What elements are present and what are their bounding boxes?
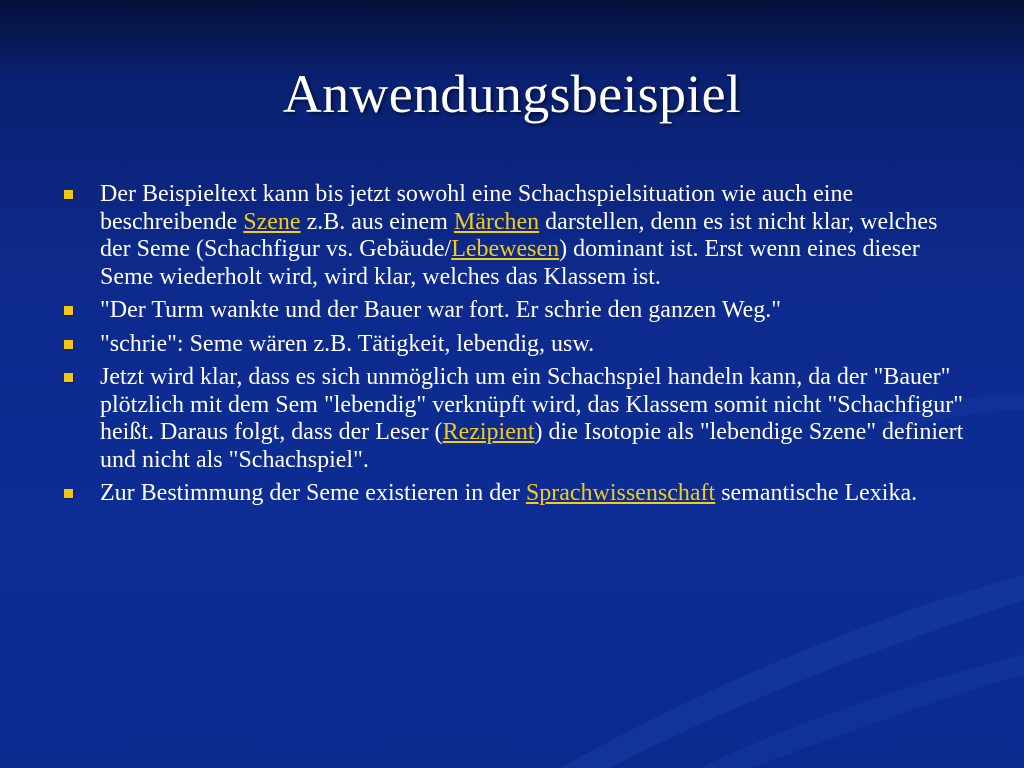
link-lebewesen[interactable]: Lebewesen	[451, 236, 560, 262]
square-bullet-icon	[64, 489, 73, 498]
bullet-list	[62, 181, 972, 514]
list-item: "Der Turm wankte und der Bauer war fort. Er schrie den ganzen Weg."	[62, 297, 972, 325]
link-szene[interactable]: Szene	[243, 208, 301, 235]
square-bullet-icon	[64, 306, 73, 315]
list-item: "schrie": Seme wären z.B. Tätigkeit, lebendig, usw.	[62, 331, 972, 359]
square-bullet-icon	[64, 340, 73, 349]
link-maerchen[interactable]: Märchen	[453, 208, 540, 235]
link-rezipient[interactable]: Rezipient	[442, 419, 535, 445]
square-bullet-icon	[64, 373, 73, 382]
link-sprachwissenschaft[interactable]: Sprachwissenschaft	[525, 480, 716, 506]
list-item: Jetzt wird klar, dass es sich unmöglich um ein Schachspiel handeln kann, da der "Bauer" plötzlich mit dem Sem "lebendig" verknüpft wird, das Klassem somit nicht "Schachfigur" heißt. Daraus folgt, dass der Leser (Rezipient) die Isotopie als "lebendige Szene" definiert und nicht als "Schachspiel".	[62, 364, 972, 474]
square-bullet-icon	[64, 190, 73, 199]
slide-title: Anwendungsbeispiel	[282, 64, 742, 124]
list-item: Zur Bestimmung der Seme existieren in der Sprachwissenschaft semantische Lexika.	[62, 480, 972, 508]
list-item: Der Beispieltext kann bis jetzt sowohl eine Schachspielsituation wie auch eine beschreibende Szene z.B. aus einem Märchen darstellen, denn es ist nicht klar, welches der Seme (Schachfigur vs. Gebäude/Lebewesen) dominant ist. Erst wenn eines dieser Seme wiederholt wird, wird klar, welches das Klassem ist.	[62, 181, 972, 291]
